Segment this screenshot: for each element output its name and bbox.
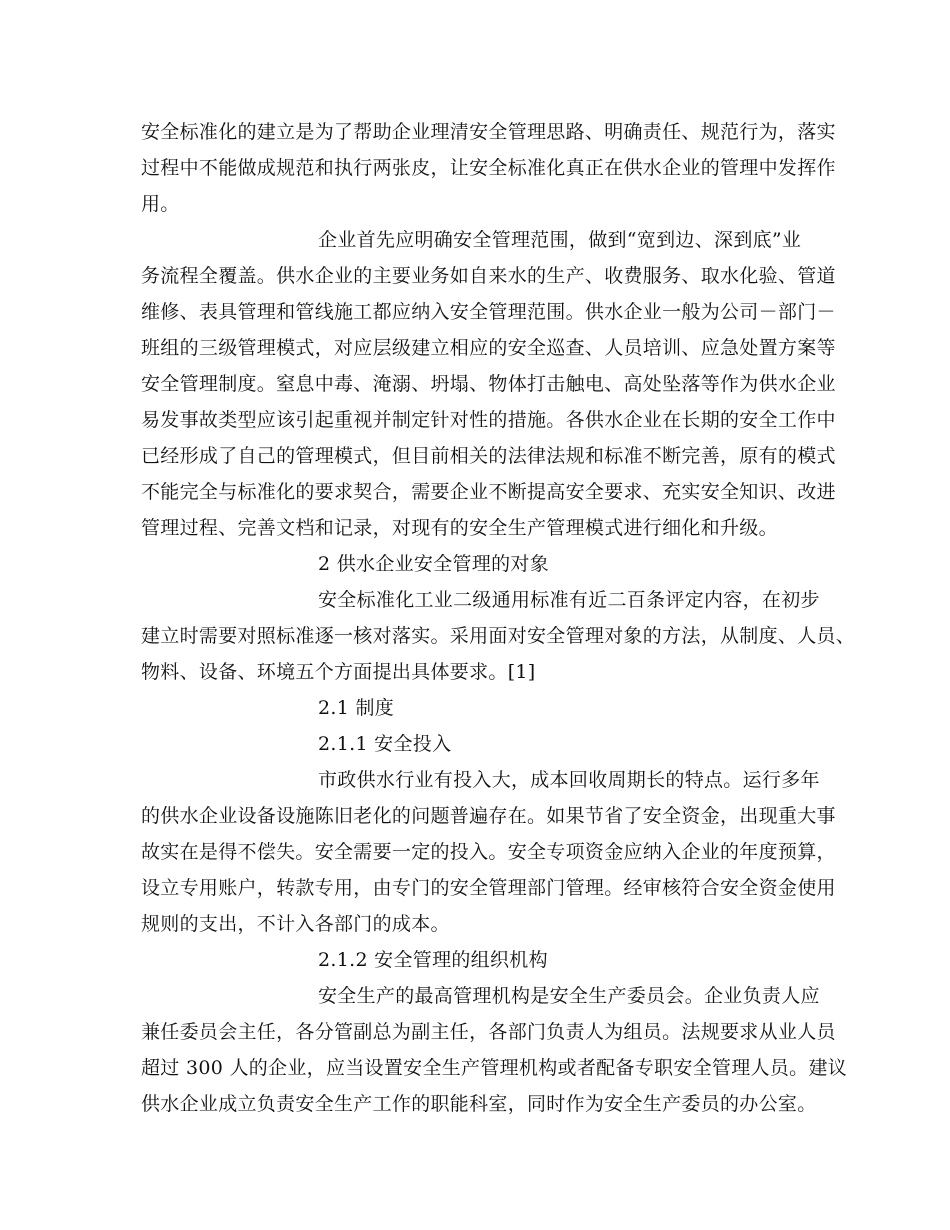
paragraph-line: 已经形成了自己的管理模式，但目前相关的法律法规和标准不断完善，原有的模式 [141, 445, 836, 467]
section-heading: 2.1.1 安全投入 [318, 733, 452, 755]
paragraph-line: 易发事故类型应该引起重视并制定针对性的措施。各供水企业在长期的安全工作中 [141, 409, 836, 431]
paragraph-line: 建立时需要对照标准逐一核对落实。采用面对安全管理对象的方法，从制度、人员、 [141, 625, 856, 647]
paragraph-line: 过程中不能做成规范和执行两张皮，让安全标准化真正在供水企业的管理中发挥作 [141, 157, 836, 179]
section-heading: 2.1 制度 [318, 697, 395, 719]
paragraph-line: 企业首先应明确安全管理范围，做到“宽到边、深到底”业 [318, 229, 802, 251]
paragraph-line: 的供水企业设备设施陈旧老化的问题普遍存在。如果节省了安全资金，出现重大事 [141, 805, 836, 827]
section-heading: 2.1.2 安全管理的组织机构 [318, 949, 548, 971]
paragraph-line: 用。 [141, 193, 180, 215]
paragraph-line: 不能完全与标准化的要求契合，需要企业不断提高安全要求、充实安全知识、改进 [141, 481, 836, 503]
paragraph-line: 班组的三级管理模式，对应层级建立相应的安全巡查、人员培训、应急处置方案等 [141, 337, 836, 359]
paragraph-line: 供水企业成立负责安全生产工作的职能科室，同时作为安全生产委员的办公室。 [141, 1093, 817, 1115]
paragraph-line: 超过 300 人的企业，应当设置安全生产管理机构或者配备专职安全管理人员。建议 [141, 1057, 848, 1079]
section-heading: 2 供水企业安全管理的对象 [318, 553, 550, 575]
paragraph-line: 管理过程、完善文档和记录，对现有的安全生产管理模式进行细化和升级。 [141, 517, 778, 539]
paragraph-line: 市政供水行业有投入大，成本回收周期长的特点。运行多年 [318, 769, 820, 791]
paragraph-line: 规则的支出，不计入各部门的成本。 [141, 913, 450, 935]
paragraph-line: 安全标准化的建立是为了帮助企业理清安全管理思路、明确责任、规范行为，落实 [141, 121, 836, 143]
paragraph-line: 故实在是得不偿失。安全需要一定的投入。安全专项资金应纳入企业的年度预算， [141, 841, 836, 863]
paragraph-line: 务流程全覆盖。供水企业的主要业务如自来水的生产、收费服务、取水化验、管道 [141, 265, 836, 287]
paragraph-line: 设立专用账户，转款专用，由专门的安全管理部门管理。经审核符合安全资金使用 [141, 877, 836, 899]
paragraph-line: 安全生产的最高管理机构是安全生产委员会。企业负责人应 [318, 985, 820, 1007]
paragraph-line: 安全标准化工业二级通用标准有近二百条评定内容，在初步 [318, 589, 820, 611]
paragraph-line: 维修、表具管理和管线施工都应纳入安全管理范围。供水企业一般为公司－部门－ [141, 301, 836, 323]
paragraph-line: 安全管理制度。窒息中毒、淹溺、坍塌、物体打击触电、高处坠落等作为供水企业 [141, 373, 836, 395]
paragraph-line: 物料、设备、环境五个方面提出具体要求。[1] [141, 661, 536, 683]
paragraph-line: 兼任委员会主任，各分管副总为副主任，各部门负责人为组员。法规要求从业人员 [141, 1021, 836, 1043]
